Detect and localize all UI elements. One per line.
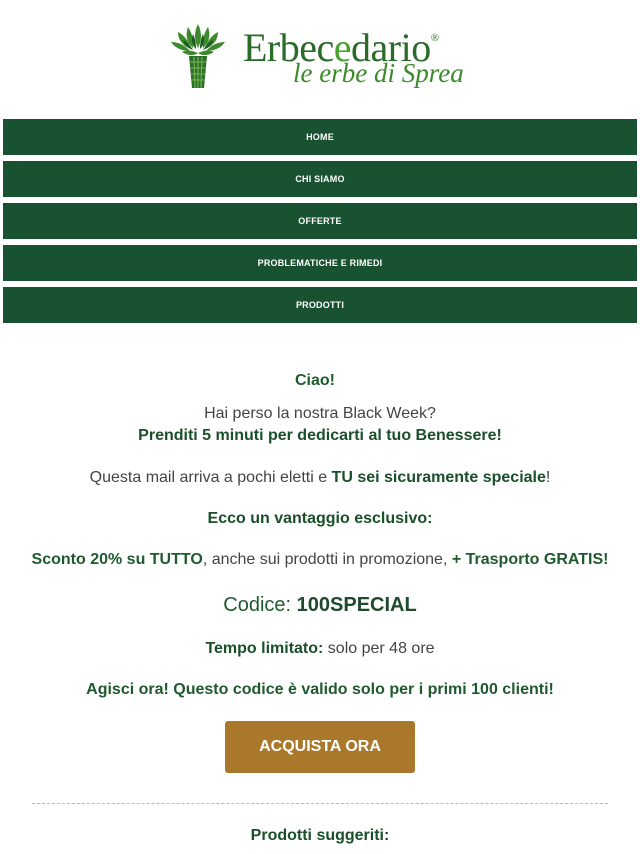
wellness-text: Prenditi 5 minuti per dedicarti al tuo Benessere!: [138, 427, 502, 444]
main-nav: [3, 119, 637, 323]
divider: [32, 803, 608, 804]
black-week-question: Hai perso la nostra Black Week?: [204, 405, 436, 422]
coupon-code-value[interactable]: 100SPECIAL: [296, 594, 417, 616]
nav-offerte[interactable]: OFFERTE: [3, 203, 637, 239]
nav-problematiche-e-rimedi[interactable]: PROBLEMATICHE E RIMEDI: [3, 245, 637, 281]
brand-name-e: e: [333, 25, 352, 70]
advantage-heading: Ecco un vantaggio esclusivo:: [207, 510, 433, 527]
time-limit-line: [0, 640, 640, 658]
discount-text-c: + Trasporto GRATIS!: [451, 551, 609, 568]
nav-chi-siamo[interactable]: CHI SIAMO: [3, 161, 637, 197]
header: [0, 0, 640, 119]
discount-line: [0, 551, 640, 569]
herb-bundle-icon: [168, 22, 228, 90]
brand-tagline: le erbe di Sprea: [293, 58, 464, 88]
special-text-a: Questa mail arriva a pochi eletti e: [89, 469, 332, 486]
wellness-line: [0, 427, 640, 445]
nav-home[interactable]: HOME: [3, 119, 637, 155]
act-now-line: Agisci ora! Questo codice è valido solo per i primi 100 clienti!: [86, 681, 554, 698]
discount-text-b: , anche sui prodotti in promozione,: [202, 551, 452, 568]
special-line: [0, 469, 640, 487]
buy-now-button[interactable]: ACQUISTA ORA: [225, 721, 415, 773]
greeting: Ciao!: [295, 372, 335, 389]
nav-prodotti[interactable]: PRODOTTI: [3, 287, 637, 323]
discount-text-a: Sconto 20% su TUTTO: [31, 551, 203, 568]
brand-logo[interactable]: [168, 22, 472, 94]
suggested-products-heading: Prodotti suggeriti:: [250, 827, 390, 844]
time-limit-text: solo per 48 ore: [323, 640, 435, 657]
registered-mark: ®: [430, 32, 439, 44]
coupon-code-label: Codice:: [223, 594, 297, 616]
coupon-code-line: [0, 594, 640, 617]
special-text-c: !: [545, 469, 551, 486]
brand-name-part2: dario: [351, 25, 431, 70]
special-text-b: TU sei sicuramente speciale: [331, 469, 546, 486]
brand-name-part1: Erbec: [243, 25, 334, 70]
time-limit-label: Tempo limitato:: [205, 640, 324, 657]
